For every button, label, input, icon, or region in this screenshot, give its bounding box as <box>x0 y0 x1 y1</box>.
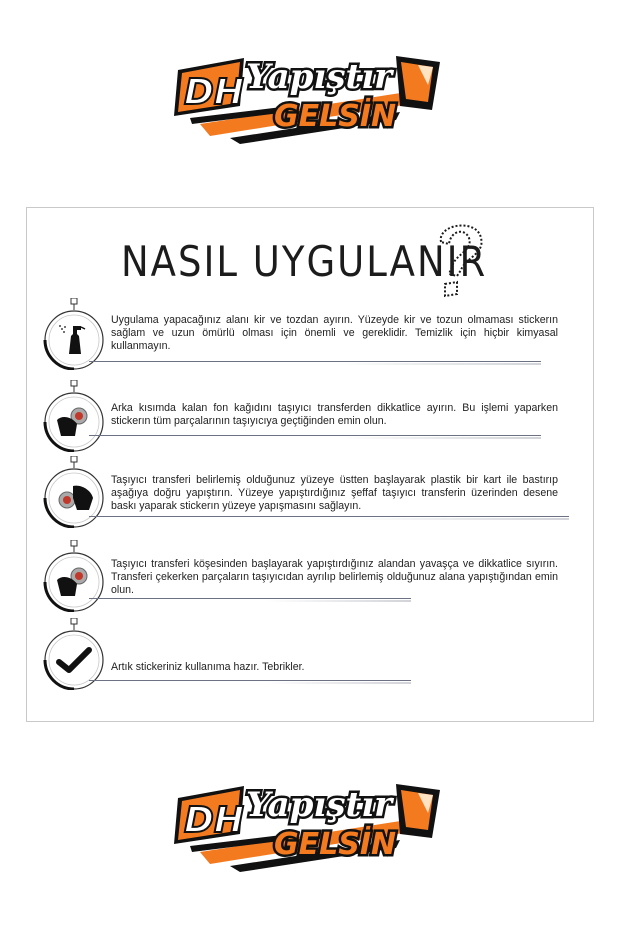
instructions-card <box>26 207 594 722</box>
brand-logo-top <box>170 40 450 150</box>
peel-backing-icon <box>43 380 105 452</box>
step-2-divider <box>89 435 541 436</box>
step-3-divider <box>89 516 569 517</box>
logo-brand-text: DH <box>184 72 245 113</box>
step-3-text: Taşıyıcı transferi belirlemiş olduğunuz yüzeye üstten başlayarak plastik bir kart ile bastırıp aşağıya doğru yapıştırın. Yüzeye yapıştırdığınız şeffaf taşıyıcı transferin üzerinden desene baskı yaparak stickerın yüzeye yapışmasını sağlayın. <box>111 474 558 512</box>
peel-transfer-icon <box>43 540 105 612</box>
logo-line1-text: Yapıştır <box>246 57 393 97</box>
logo-sticker-icon <box>396 784 440 838</box>
step-5-text: Artık stickeriniz kullanıma hazır. Tebrikler. <box>111 661 305 673</box>
logo-line2-text: GELSİN <box>274 99 397 134</box>
step-2-text: Arka kısımda kalan fon kağıdını taşıyıcı transferden dikkatlice ayırın. Bu işlemi yaparken stickerın tüm parçalarının taşıyıcıya geçtiğinden emin olun. <box>111 402 558 427</box>
logo-sticker-icon <box>396 56 440 110</box>
logo-brand-text: DH <box>184 800 245 841</box>
step-5-divider <box>89 680 411 681</box>
step-1-text: Uygulama yapacağınız alanı kir ve tozdan ayırın. Yüzeyde kir ve tozun olmaması stickerın sağlam ve uzun ömürlü olması için önemli ve gereklidir. Temizlik için hiçbir kimyasal kullanmayın. <box>111 314 558 352</box>
logo-line2-text: GELSİN <box>274 827 397 862</box>
step-1-divider <box>89 361 541 362</box>
brand-logo-bottom <box>170 768 450 878</box>
press-card-icon <box>43 456 105 528</box>
logo-line1-text: Yapıştır <box>246 785 393 825</box>
step-4-divider <box>89 598 411 599</box>
question-mark-icon <box>427 218 493 302</box>
page-title: NASIL UYGULANIR <box>121 238 488 287</box>
step-4-text: Taşıyıcı transferi köşesinden başlayarak yapıştırdığınız alandan yavaşça ve dikkatlice sıyırın. Transferi çekerken parçaların taşıyıcıdan ayrılıp belirlemiş olduğunuz alana yapıştığından emin olun. <box>111 558 558 596</box>
spray-bottle-icon <box>43 298 105 370</box>
